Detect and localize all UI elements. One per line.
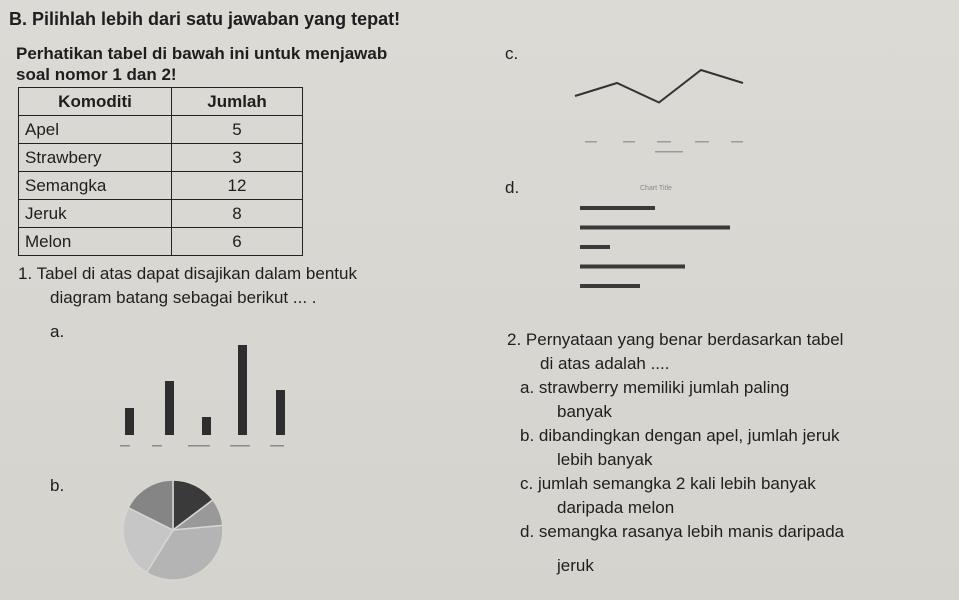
bar (580, 245, 610, 249)
table-row (19, 172, 303, 200)
bar (202, 417, 211, 435)
table-cell: Strawbery (19, 144, 172, 172)
axis-label-mark (731, 141, 743, 143)
q2-option-a-line-1: a. strawberry memiliki jumlah paling (520, 378, 790, 397)
table-cell: Semangka (19, 172, 172, 200)
axis-label-mark (188, 445, 210, 447)
table-row (19, 144, 303, 172)
table-cell: 8 (172, 200, 303, 228)
table-row (19, 228, 303, 256)
instruction-line-1: Perhatikan tabel di bawah ini untuk menjawab (16, 44, 388, 63)
option-a-label: a. (50, 322, 65, 341)
option-b-label: b. (50, 476, 65, 495)
table-cell: 6 (172, 228, 303, 256)
q2-option-c-line-2: daripada melon (557, 498, 675, 517)
axis-label-mark (657, 141, 671, 143)
bar (580, 265, 685, 269)
table-cell: 5 (172, 116, 303, 144)
bar (580, 206, 655, 210)
table-row (19, 116, 303, 144)
q2-option-b-line-1: b. dibandingkan dengan apel, jumlah jeruk (520, 426, 840, 445)
q2-option-d-line-2: jeruk (557, 556, 594, 575)
table-cell: Jeruk (19, 200, 172, 228)
axis-label-mark (152, 445, 162, 447)
option-c-line-chart (545, 45, 760, 160)
q2-option-d-line-1: d. semangka rasanya lebih manis daripada (520, 522, 845, 541)
q2-option-b-line-2: lebih banyak (557, 450, 653, 469)
bar (238, 345, 247, 435)
table-cell: Apel (19, 116, 172, 144)
axis-label-mark (695, 141, 709, 143)
option-b-pie-chart (118, 475, 228, 585)
bar (580, 284, 640, 288)
question-2-line-1: 2. Pernyataan yang benar berdasarkan tabel (507, 330, 844, 349)
bar (125, 408, 134, 435)
instruction-line-2: soal nomor 1 dan 2! (16, 65, 177, 84)
legend-mark (655, 151, 683, 153)
axis-label-mark (120, 445, 130, 447)
axis-label-mark (623, 141, 635, 143)
table-header: Komoditi (19, 88, 172, 116)
option-a-bar-chart (100, 335, 320, 460)
question-1-line-2: diagram batang sebagai berikut ... . (50, 288, 317, 307)
option-d-label: d. (505, 178, 520, 197)
q2-option-c-line-1: c. jumlah semangka 2 kali lebih banyak (520, 474, 816, 493)
axis-label-mark (585, 141, 597, 143)
table-cell: 3 (172, 144, 303, 172)
series-line (575, 70, 743, 103)
table-cell: Melon (19, 228, 172, 256)
question-2-line-2: di atas adalah .... (540, 354, 670, 373)
section-title: B. Pilihlah lebih dari satu jawaban yang tepat! (9, 9, 401, 29)
question-1-line-1: 1. Tabel di atas dapat disajikan dalam bentuk (18, 264, 357, 283)
data-table (18, 87, 303, 256)
bar (165, 381, 174, 435)
bar (580, 226, 730, 230)
axis-label-mark (230, 445, 250, 447)
option-c-label: c. (505, 44, 519, 63)
q2-option-a-line-2: banyak (557, 402, 612, 421)
option-d-horizontal-bar-chart (560, 180, 770, 305)
table-cell: 12 (172, 172, 303, 200)
chart-title: Chart Title (640, 185, 672, 192)
table-header: Jumlah (172, 88, 303, 116)
table-row (19, 200, 303, 228)
bar (276, 390, 285, 435)
axis-label-mark (270, 445, 284, 447)
